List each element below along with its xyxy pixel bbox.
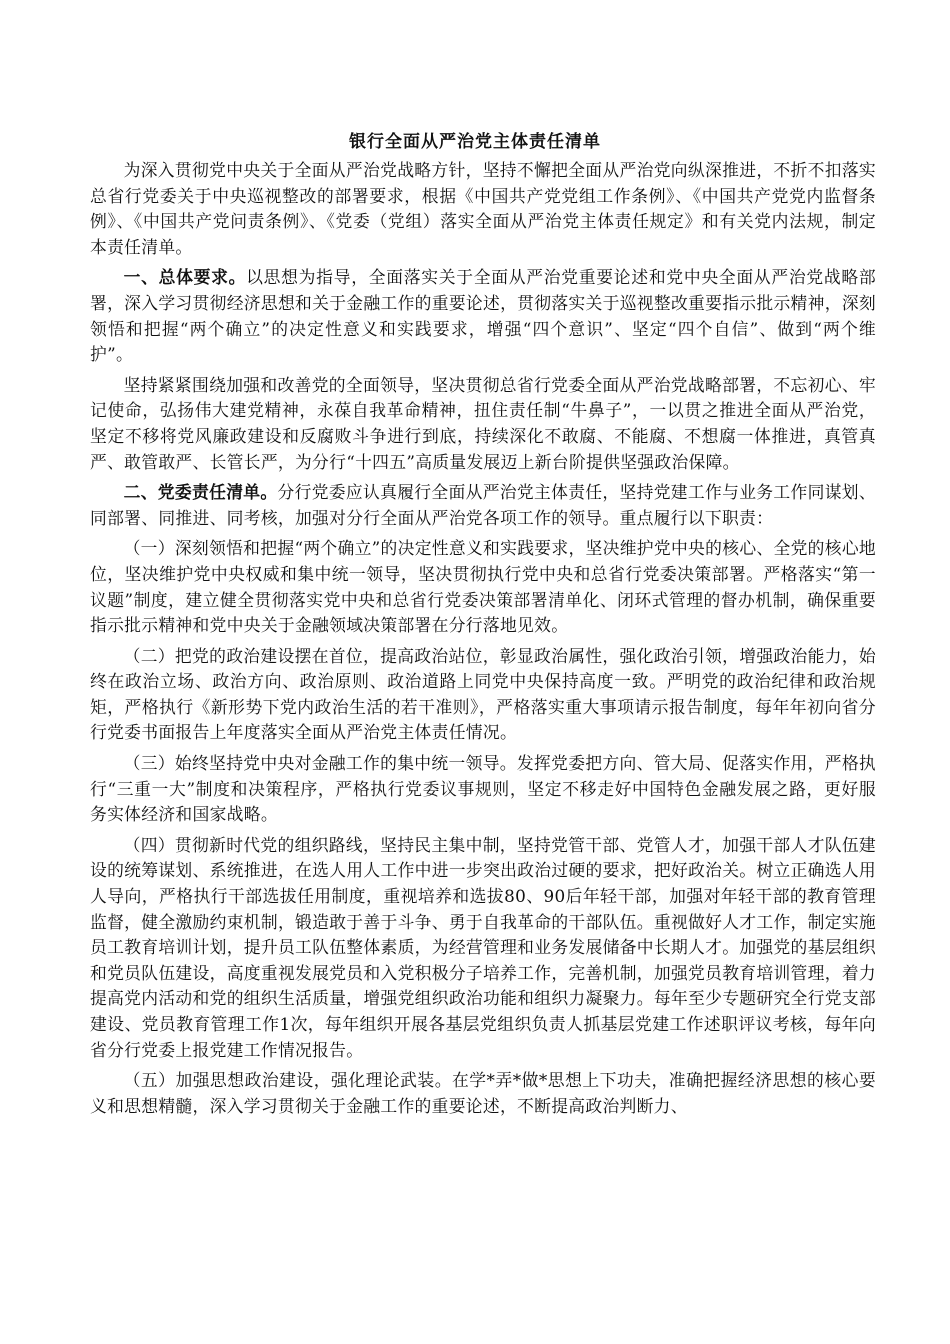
paragraph-item-1: （一）深刻领悟和把握“两个确立”的决定性意义和实践要求，坚决维护党中央的核心、全党的核心地位，坚决维护党中央权威和集中统一领导，坚决贯彻执行党中央和总省行党委决策部署。严格落实“第一议题”制度，建立健全贯彻落实党中央和总省行党委决策部署清单化、闭环式管理的督办机制，确保重要指示批示精神和党中央关于金融领域决策部署在分行落地见效。	[90, 538, 876, 636]
section-heading: 二、党委责任清单。	[123, 482, 278, 503]
paragraph-item-2: （二）把党的政治建设摆在首位，提高政治站位，彰显政治属性，强化政治引领，增强政治能力，始终在政治立场、政治方向、政治原则、政治道路上同党中央保持高度一致。严明党的政治纪律和政治规矩，严格执行《新形势下党内政治生活的若干准则》，严格落实重大事项请示报告制度，每年年初向省分行党委书面报告上年度落实全面从严治党主体责任情况。	[90, 645, 876, 743]
paragraph-section-1: 一、总体要求。以思想为指导，全面落实关于全面从严治党重要论述和党中央全面从严治党战略部署，深入学习贯彻经济思想和关于金融工作的重要论述，贯彻落实关于巡视整改重要指示批示精神，深刻领悟和把握“两个确立”的决定性意义和实践要求，增强“四个意识”、坚定“四个自信”、做到“两个维护”。	[90, 267, 876, 365]
paragraph-section-1-body: 坚持紧紧围绕加强和改善党的全面领导，坚决贯彻总省行党委全面从严治党战略部署，不忘初心、牢记使命，弘扬伟大建党精神，永葆自我革命精神，扭住责任制“牛鼻子”，一以贯之推进全面从严治党，坚定不移将党风廉政建设和反腐败斗争进行到底，持续深化不敢腐、不能腐、不想腐一体推进，真管真严、敢管敢严、长管长严，为分行“十四五”高质量发展迈上新台阶提供坚强政治保障。	[90, 374, 876, 472]
paragraph-item-4: （四）贯彻新时代党的组织路线，坚持民主集中制，坚持党管干部、党管人才，加强干部人才队伍建设的统筹谋划、系统推进，在选人用人工作中进一步突出政治过硬的要求，把好政治关。树立正确选人用人导向，严格执行干部选拔任用制度，重视培养和选拔80、90后年轻干部，加强对年轻干部的教育管理监督，健全激励约束机制，锻造敢于善于斗争、勇于自我革命的干部队伍。重视做好人才工作，制定实施员工教育培训计划，提升员工队伍整体素质，为经营管理和业务发展储备中长期人才。加强党的基层组织和党员队伍建设，高度重视发展党员和入党积极分子培养工作，完善机制，加强党员教育培训管理，着力提高党内活动和党的组织生活质量，增强党组织政治功能和组织力凝聚力。每年至少专题研究全行党支部建设、党员教育管理工作1次，每年组织开展各基层党组织负责人抓基层党建工作述职评议考核，每年向省分行党委上报党建工作情况报告。	[90, 834, 876, 1060]
paragraph-item-5: （五）加强思想政治建设，强化理论武装。在学*弄*做*思想上下功夫，准确把握经济思想的核心要义和思想精髓，深入学习贯彻关于金融工作的重要论述，不断提高政治判断力、	[90, 1070, 876, 1116]
document-body	[90, 158, 876, 1124]
paragraph-intro: 为深入贯彻党中央关于全面从严治党战略方针，坚持不懈把全面从严治党向纵深推进，不折不扣落实总省行党委关于中央巡视整改的部署要求，根据《中国共产党党组工作条例》、《中国共产党党内监督条例》、《中国共产党问责条例》、《党委（党组）落实全面从严治党主体责任规定》和有关党内法规，制定本责任清单。	[90, 160, 876, 257]
paragraph-item-3: （三）始终坚持党中央对金融工作的集中统一领导。发挥党委把方向、管大局、促落实作用，严格执行“三重一大”制度和决策程序，严格执行党委议事规则，坚定不移走好中国特色金融发展之路，更好服务实体经济和国家战略。	[90, 753, 876, 825]
section-heading: 一、总体要求。	[123, 267, 247, 288]
document-title: 银行全面从严治党主体责任清单	[349, 132, 601, 152]
paragraph-section-2: 二、党委责任清单。分行党委应认真履行全面从严治党主体责任，坚持党建工作与业务工作同谋划、同部署、同推进、同考核，加强对分行全面从严治党各项工作的领导。重点履行以下职责：	[90, 482, 876, 528]
